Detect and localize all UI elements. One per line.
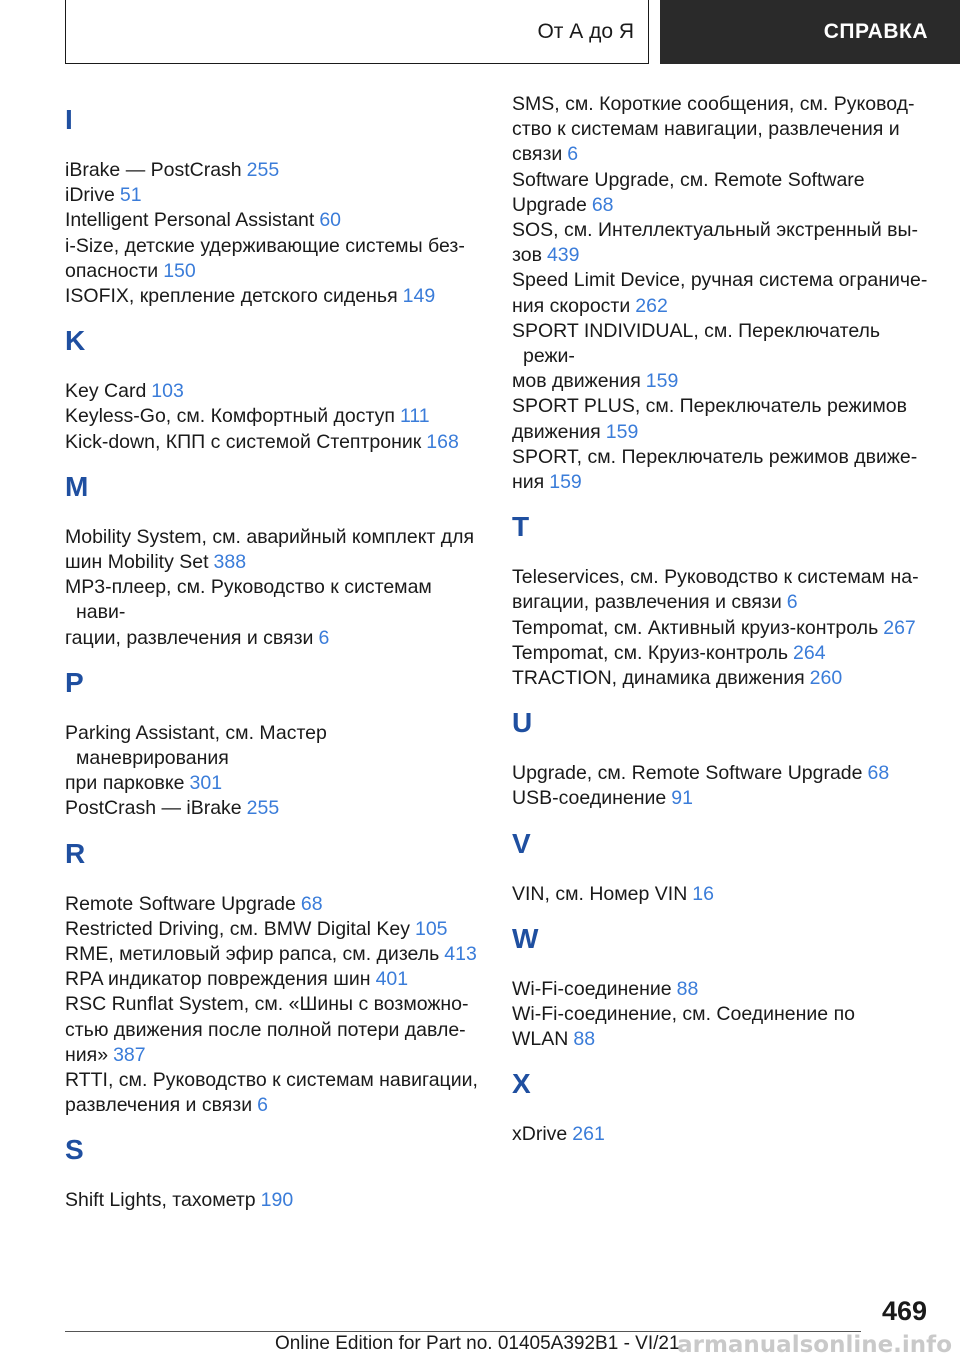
index-entry-line: гации, развлечения и связи: [65, 626, 314, 649]
index-entry-text: [65, 992, 485, 1017]
page-reference-link[interactable]: 68: [867, 762, 890, 785]
page-reference-link[interactable]: 388: [213, 551, 247, 574]
index-entry: [512, 319, 932, 395]
index-entry-line: Wi-Fi-соединение: [512, 977, 672, 1000]
index-entry: [65, 284, 485, 309]
index-entry: [65, 158, 485, 183]
index-entry-text: [512, 1002, 932, 1027]
index-entry: [65, 575, 485, 651]
index-entry-line: стью движения после полной потери давле-: [65, 1018, 466, 1041]
index-entry-line: Key Card: [65, 380, 147, 403]
index-entry-text: [512, 268, 932, 293]
index-entry: [65, 1188, 485, 1213]
index-entry-text: [65, 234, 485, 259]
index-entry-text: [65, 942, 485, 967]
index-entry: [512, 92, 932, 168]
index-section: [65, 663, 485, 822]
index-entry: [65, 892, 485, 917]
page-reference-link[interactable]: 159: [605, 420, 639, 443]
index-entry-text: [512, 218, 932, 243]
page-reference-link[interactable]: 149: [402, 285, 436, 308]
index-entry-line: iBrake — PostCrash: [65, 159, 242, 181]
index-entry: [512, 761, 932, 786]
page-reference-link[interactable]: 387: [113, 1043, 146, 1066]
page-reference-link[interactable]: 413: [444, 943, 477, 966]
index-entry-line: шин Mobility Set: [65, 551, 209, 574]
index-section: [65, 834, 485, 1119]
index-entry: [65, 967, 485, 992]
section-letter: V: [512, 827, 531, 859]
index-entry-line: Upgrade, см. Remote Software Upgrade: [512, 762, 863, 785]
page-reference-link[interactable]: 6: [786, 591, 798, 614]
page-reference-link[interactable]: 6: [257, 1094, 268, 1117]
index-entry: [512, 882, 932, 907]
index-entry-line: Speed Limit Device, ручная система ограниче-: [512, 269, 928, 292]
index-entry-line: мов движения: [512, 370, 641, 393]
page-reference-link[interactable]: 91: [671, 787, 693, 810]
index-entry-text: [65, 721, 485, 771]
index-entry-text: [512, 445, 932, 470]
index-entry-line: при парковке: [65, 772, 185, 795]
index-entry-text: [512, 168, 932, 193]
index-section: [65, 100, 485, 309]
index-column-left: [65, 92, 485, 1214]
index-entry-line: связи: [512, 143, 563, 166]
page-reference-link[interactable]: 105: [414, 917, 448, 940]
index-section: [65, 321, 485, 455]
index-entry-text: [65, 208, 485, 233]
index-entry: [65, 404, 485, 429]
index-section: [65, 467, 485, 651]
index-entry-text: [512, 977, 932, 1002]
index-entry: [512, 394, 932, 444]
index-entry-line: xDrive: [512, 1123, 568, 1146]
index-column-right: [512, 92, 932, 1148]
index-entry-line: Parking Assistant, см. Мастер маневрирования: [65, 721, 327, 770]
index-entry-text: [512, 117, 932, 142]
index-entry-text: [65, 771, 485, 796]
page-reference-link[interactable]: 111: [400, 405, 430, 428]
index-entry-line: Kick-down, КПП с системой Стептроник: [65, 430, 422, 453]
index-entry-line: Keyless-Go, см. Комфортный доступ: [65, 405, 395, 428]
index-entry-text: [512, 1027, 932, 1052]
index-entry-line: движения: [512, 420, 601, 443]
index-entry-line: ISOFIX, крепление детского сиденья: [65, 285, 398, 308]
index-entry: [512, 616, 932, 641]
index-entry: [512, 218, 932, 268]
section-letter: T: [512, 511, 530, 543]
section-letter: R: [65, 837, 86, 869]
section-letter: X: [512, 1068, 531, 1100]
index-entry-text: [65, 158, 485, 183]
index-entry: [65, 1068, 485, 1118]
index-entry-text: [512, 1122, 932, 1147]
index-entry-text: [65, 259, 485, 284]
index-entry-line: Intelligent Personal Assistant: [65, 209, 315, 232]
index-entry-text: [65, 892, 485, 917]
page-reference-link[interactable]: 267: [883, 616, 916, 639]
index-section: [65, 1130, 485, 1213]
index-entry-line: iDrive: [65, 184, 115, 207]
section-tab[interactable]: [660, 0, 960, 64]
page-number: 469: [881, 1296, 927, 1326]
index-entry-line: зов: [512, 244, 542, 267]
index-entry-line: SPORT PLUS, см. Переключатель режимов: [512, 395, 907, 418]
index-entry-text: [65, 626, 485, 651]
index-entry-line: MP3-плеер, см. Руководство к системам нави-: [65, 576, 432, 624]
index-entry-line: USB-соединение: [512, 787, 667, 810]
page-reference-link[interactable]: 260: [809, 667, 843, 690]
index-entry-text: [512, 243, 932, 268]
index-entry-text: [512, 394, 932, 419]
index-entry-text: [512, 420, 932, 445]
index-entry-line: SOS, см. Интеллектуальный экстренный вы-: [512, 219, 919, 242]
index-entry-text: [65, 1068, 485, 1093]
index-entry-text: [512, 786, 932, 811]
index-entry: [512, 977, 932, 1002]
index-entry-line: Teleservices, см. Руководство к системам на-: [512, 566, 919, 589]
index-entry-text: [512, 294, 932, 319]
index-entry-line: ния: [512, 471, 545, 494]
index-entry: [512, 786, 932, 811]
index-entry-line: RSC Runflat System, см. «Шины с возможно-: [65, 993, 469, 1016]
index-entry-line: VIN, см. Номер VIN: [512, 882, 688, 905]
index-entry-text: [512, 319, 932, 369]
page-reference-link[interactable]: 255: [246, 159, 280, 181]
index-entry: [512, 565, 932, 615]
index-entry-line: опасности: [65, 259, 159, 282]
index-entry-text: [512, 641, 932, 666]
watermark: armanualsonline.info: [677, 1332, 952, 1358]
index-entry: [512, 666, 932, 691]
index-entry: [65, 992, 485, 1068]
index-entry-text: [65, 967, 485, 992]
section-letter: K: [65, 325, 86, 357]
index-entry-line: Shift Lights, тахометр: [65, 1189, 256, 1212]
page-reference-link[interactable]: 261: [572, 1123, 605, 1146]
index-entry-line: развлечения и связи: [65, 1094, 253, 1117]
index-entry-text: [512, 761, 932, 786]
index-entry: [512, 445, 932, 495]
index-entry: [65, 430, 485, 455]
index-entry-line: RME, метиловый эфир рапса, см. дизель: [65, 943, 440, 966]
page-reference-link[interactable]: 159: [549, 471, 582, 494]
index-entry-line: SPORT, см. Переключатель режимов движе-: [512, 445, 918, 468]
index-entry-text: [512, 193, 932, 218]
section-tab-label: СПРАВКА: [823, 20, 928, 43]
index-entry-line: PostCrash — iBrake: [65, 797, 242, 820]
index-entry-text: [512, 470, 932, 495]
index-section: [512, 703, 932, 811]
index-entry-text: [512, 590, 932, 615]
index-entry: [65, 796, 485, 821]
index-entry-text: [65, 1093, 485, 1118]
index-entry-text: [65, 575, 485, 625]
index-entry-text: [65, 1043, 485, 1068]
index-section: [512, 919, 932, 1053]
page-reference-link[interactable]: 68: [591, 193, 614, 216]
section-letter: P: [65, 666, 84, 698]
page-reference-link[interactable]: 255: [246, 797, 280, 820]
index-entry-text: [65, 525, 485, 550]
index-entry: [512, 1002, 932, 1052]
page-reference-link[interactable]: 68: [300, 892, 323, 915]
page-reference-link[interactable]: 16: [692, 882, 714, 905]
index-entry-text: [512, 142, 932, 167]
index-entry-text: [65, 1018, 485, 1043]
index-entry-text: [512, 565, 932, 590]
page-reference-link[interactable]: 401: [375, 968, 409, 991]
page-reference-link[interactable]: 88: [573, 1028, 596, 1051]
breadcrumb-label: От А до Я: [537, 19, 634, 43]
index-entry-text: [65, 1188, 485, 1213]
page-reference-link[interactable]: 262: [635, 294, 668, 317]
index-section: [512, 92, 932, 495]
index-entry: [65, 183, 485, 208]
breadcrumb: [65, 0, 649, 64]
index-entry-text: [512, 92, 932, 117]
index-entry-line: Tempomat, см. Активный круиз-контроль: [512, 616, 879, 639]
index-entry-line: Tempomat, см. Круиз-контроль: [512, 641, 789, 664]
edition-note: Online Edition for Part no. 01405A392B1 - VI/21: [275, 1333, 680, 1354]
index-entry: [65, 721, 485, 797]
index-entry-line: i-Size, детские удерживающие системы без-: [65, 234, 465, 257]
index-entry: [65, 208, 485, 233]
index-entry-line: TRACTION, динамика движения: [512, 667, 805, 690]
index-entry-text: [512, 666, 932, 691]
index-entry: [512, 641, 932, 666]
index-entry: [65, 234, 485, 284]
index-entry-line: RPA индикатор повреждения шин: [65, 968, 371, 991]
index-entry-text: [65, 183, 485, 208]
index-entry-line: WLAN: [512, 1028, 569, 1051]
page-reference-link[interactable]: 159: [645, 370, 679, 393]
page-reference-link[interactable]: 190: [260, 1189, 294, 1212]
index-entry-text: [512, 369, 932, 394]
index-entry: [65, 942, 485, 967]
index-entry-line: Upgrade: [512, 193, 587, 216]
section-letter: I: [65, 104, 73, 135]
index-entry-text: [65, 284, 485, 309]
page-reference-link[interactable]: 6: [318, 626, 330, 649]
index-entry-line: Wi-Fi-соединение, см. Соединение по: [512, 1003, 855, 1026]
index-entry-line: RTTI, см. Руководство к системам навигации,: [65, 1069, 478, 1092]
index-entry-line: ния скорости: [512, 294, 631, 317]
index-entry-line: Remote Software Upgrade: [65, 892, 296, 915]
index-entry: [65, 525, 485, 575]
page-reference-link[interactable]: 51: [119, 184, 142, 207]
index-entry: [512, 168, 932, 218]
index-section: [512, 507, 932, 691]
index-entry: [65, 379, 485, 404]
section-letter: W: [512, 922, 539, 954]
page-reference-link[interactable]: 168: [426, 430, 459, 453]
page-reference-link[interactable]: 103: [151, 380, 184, 403]
index-entry-text: [512, 882, 932, 907]
page-reference-link[interactable]: 264: [793, 641, 826, 664]
index-entry: [65, 917, 485, 942]
index-entry-line: ство к системам навигации, развлечения и: [512, 118, 900, 141]
index-entry-line: SMS, см. Короткие сообщения, см. Руковод-: [512, 93, 915, 115]
index-section: [512, 824, 932, 907]
index-entry-line: вигации, развлечения и связи: [512, 591, 782, 614]
section-letter: S: [65, 1134, 84, 1166]
page-reference-link[interactable]: 439: [546, 244, 580, 267]
page-reference-link[interactable]: 88: [676, 977, 699, 1000]
index-entry-line: SPORT INDIVIDUAL, см. Переключатель режи-: [512, 319, 881, 368]
index-entry: [512, 268, 932, 318]
index-entry-text: [65, 404, 485, 429]
index-entry-line: Mobility System, см. аварийный комплект для: [65, 525, 475, 548]
section-letter: M: [65, 470, 89, 502]
index-entry-line: ния»: [65, 1043, 109, 1066]
index-entry-text: [65, 379, 485, 404]
page-reference-link[interactable]: 301: [189, 772, 223, 795]
page-reference-link[interactable]: 150: [163, 259, 196, 282]
index-entry-text: [65, 796, 485, 821]
index-entry-text: [65, 917, 485, 942]
index-section: [512, 1064, 932, 1147]
index-entry-text: [65, 550, 485, 575]
page-reference-link[interactable]: 6: [567, 143, 579, 166]
index-entry-line: Restricted Driving, см. BMW Digital Key: [65, 917, 410, 940]
index-entry-text: [512, 616, 932, 641]
index-entry-text: [65, 430, 485, 455]
section-letter: U: [512, 707, 533, 739]
page-reference-link[interactable]: 60: [319, 209, 342, 232]
index-entry: [512, 1122, 932, 1147]
index-entry-line: Software Upgrade, см. Remote Software: [512, 168, 865, 191]
